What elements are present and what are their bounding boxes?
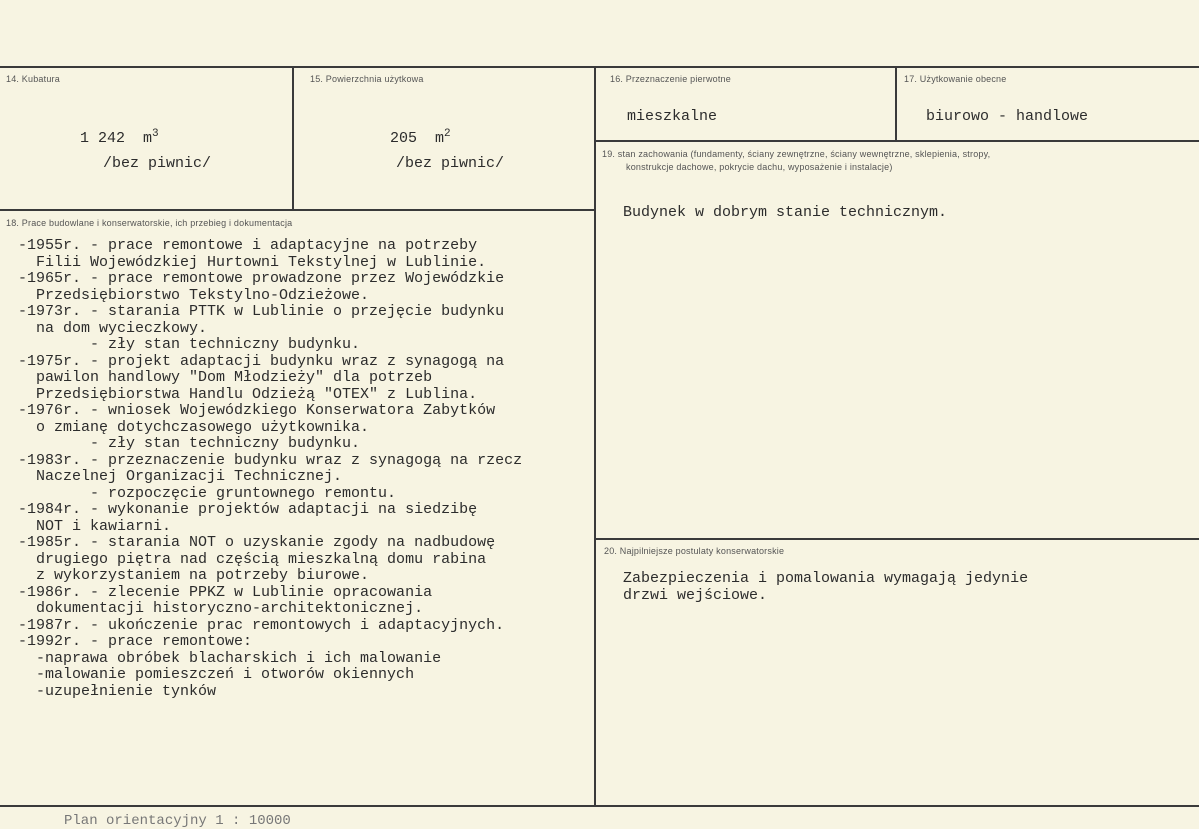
field-15-label: 15. Powierzchnia użytkowa: [310, 74, 424, 84]
field-20-label: 20. Najpilniejsze postulaty konserwatorskie: [604, 546, 785, 556]
works-line: Przedsiębiorstwo Tekstylno-Odzieżowe.: [18, 286, 370, 304]
works-line: -1955r. - prace remontowe i adaptacyjne na potrzeby: [18, 237, 478, 254]
divider-14-18: [0, 209, 595, 211]
works-line: Naczelnej Organizacji Technicznej.: [18, 468, 343, 485]
works-line: -1973r. - starania PTTK w Lublinie o przejęcie budynku: [18, 303, 505, 320]
volume-unit: m: [143, 130, 153, 147]
works-line: -1985r. - starania NOT o uzyskanie zgody na nadbudowę: [18, 534, 496, 551]
field-14-label: 14. Kubatura: [6, 74, 60, 84]
field-20-line-1: Zabezpieczenia i pomalowania wymagają jedynie: [623, 570, 1029, 587]
works-line: Filii Wojewódzkiej Hurtowni Tekstylnej w Lublinie.: [18, 253, 487, 271]
area-exponent: 2: [444, 128, 451, 140]
field-16-label: 16. Przeznaczenie pierwotne: [610, 74, 731, 84]
field-17-value: biurowo - handlowe: [926, 108, 1089, 125]
works-line: o zmianę dotychczasowego użytkownika.: [18, 418, 370, 436]
field-19-value: Budynek w dobrym stanie technicznym.: [623, 204, 948, 221]
works-line: - zły stan techniczny budynku.: [18, 336, 361, 353]
divider-19-20: [596, 538, 1199, 540]
area-unit: m: [435, 130, 445, 147]
field-14-note: /bez piwnic/: [103, 155, 212, 172]
field-16-value: mieszkalne: [627, 108, 718, 125]
field-15-value: [390, 130, 451, 147]
works-line: dokumentacji historyczno-architektonicznej.: [18, 600, 424, 617]
volume-number: 1 242: [80, 130, 126, 147]
works-line: drugiego piętra nad częścią mieszkalną domu rabina: [18, 550, 487, 568]
field-17-label: 17. Użytkowanie obecne: [904, 74, 1007, 84]
works-line: - zły stan techniczny budynku.: [18, 435, 361, 452]
works-line: Przedsiębiorstwa Handlu Odzieżą "OTEX" z Lublina.: [18, 385, 478, 403]
field-19-label-line1: 19. stan zachowania (fundamenty, ściany zewnętrzne, ściany wewnętrzne, sklepienia, stropy,: [602, 149, 991, 159]
field-20-line-2: drzwi wejściowe.: [623, 587, 768, 604]
works-line: -1987r. - ukończenie prac remontowych i adaptacyjnych.: [18, 616, 505, 634]
cutoff-footer-text: Plan orientacyjny 1 : 10000: [64, 813, 291, 829]
field-14-value: [80, 130, 159, 147]
volume-exponent: 3: [152, 128, 159, 140]
works-line: -1992r. - prace remontowe:: [18, 633, 253, 650]
divider-16-17: [895, 66, 897, 140]
works-line: -naprawa obróbek blacharskich i ich malowanie: [18, 649, 442, 667]
top-border: [0, 66, 1199, 68]
works-line: - rozpoczęcie gruntownego remontu.: [18, 484, 397, 502]
works-line: -1965r. - prace remontowe prowadzone przez Wojewódzkie: [18, 270, 505, 287]
works-line: NOT i kawiarni.: [18, 517, 172, 535]
works-line: pawilon handlowy "Dom Młodzieży" dla potrzeb: [18, 369, 433, 386]
divider-16-19: [596, 140, 1199, 142]
works-line: -uzupełnienie tynków: [18, 682, 217, 700]
divider-15-16: [594, 66, 596, 806]
works-line: z wykorzystaniem na potrzeby biurowe.: [18, 567, 370, 584]
works-line: -1976r. - wniosek Wojewódzkiego Konserwatora Zabytków: [18, 402, 496, 419]
works-line: na dom wycieczkowy.: [18, 319, 208, 337]
field-19-label-line2: konstrukcje dachowe, pokrycie dachu, wyposażenie i instalacje): [626, 162, 893, 172]
bottom-border: [0, 805, 1199, 807]
works-line: -1975r. - projekt adaptacji budynku wraz z synagogą na: [18, 352, 505, 370]
works-line: -1986r. - zlecenie PPKZ w Lublinie opracowania: [18, 583, 433, 601]
works-line: -1984r. - wykonanie projektów adaptacji na siedzibę: [18, 501, 478, 518]
works-line: -malowanie pomieszczeń i otworów okiennych: [18, 666, 415, 683]
area-number: 205: [390, 130, 418, 147]
field-18-label: 18. Prace budowlane i konserwatorskie, ich przebieg i dokumentacja: [6, 218, 293, 228]
field-15-note: /bez piwnic/: [396, 155, 505, 172]
divider-14-15: [292, 66, 294, 210]
works-line: -1983r. - przeznaczenie budynku wraz z synagogą na rzecz: [18, 451, 523, 469]
